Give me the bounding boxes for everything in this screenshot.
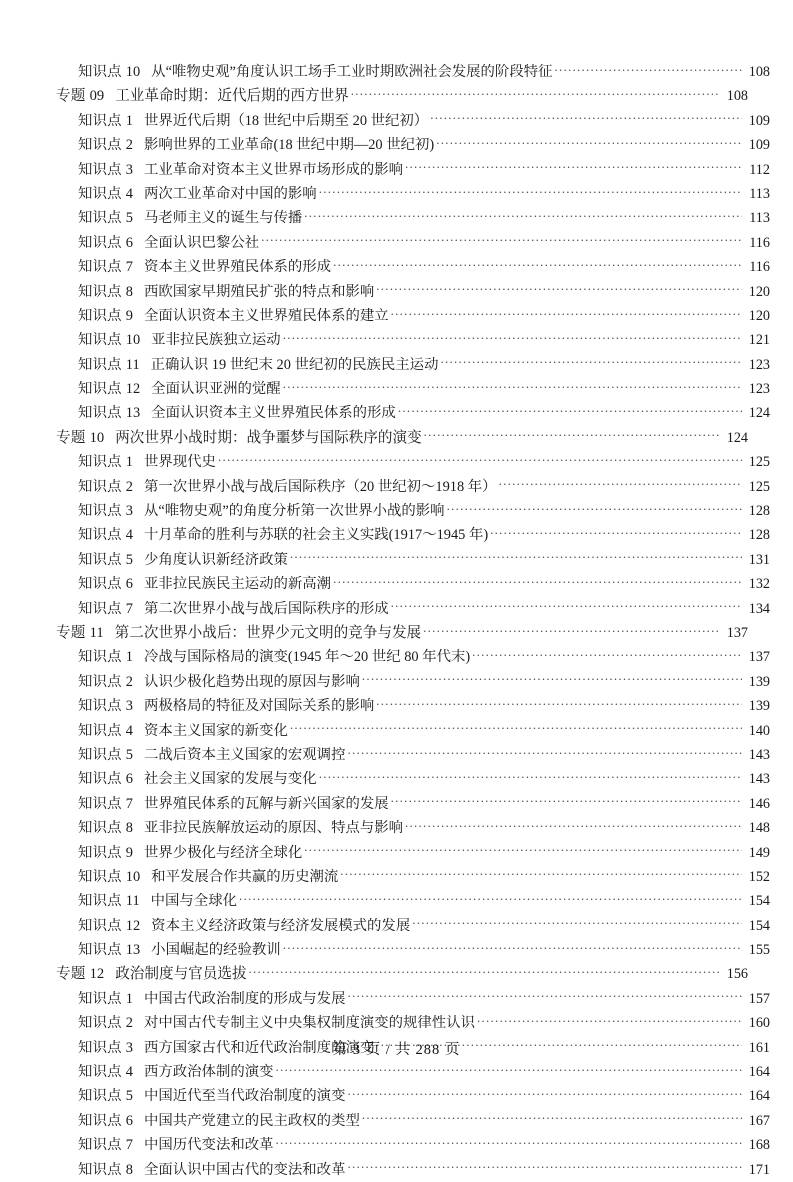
toc-entry-row[interactable] [52, 767, 770, 791]
toc-entry-page-number: 164 [748, 1088, 770, 1105]
page-footer [0, 1038, 793, 1059]
dot-leader [347, 989, 742, 1003]
toc-entry-number: 9 [125, 307, 133, 324]
toc-entry-row[interactable] [52, 499, 770, 523]
toc-topic-row[interactable] [52, 962, 748, 986]
toc-entry-row[interactable] [52, 914, 770, 938]
toc-entry-page-number: 113 [749, 210, 770, 227]
toc-entry-title: 正确认识 19 世纪末 20 世纪初的民族民主运动 [150, 356, 439, 373]
toc-entry-number: 1 [125, 990, 133, 1007]
dot-leader [351, 86, 720, 100]
toc-entry-row[interactable] [52, 1158, 770, 1182]
dot-leader [376, 696, 742, 710]
toc-entry-number: 8 [125, 1161, 133, 1178]
toc-entry-page-number: 128 [748, 527, 770, 544]
toc-entry-page-number: 168 [748, 1137, 770, 1154]
toc-entry-page-number: 164 [748, 1064, 770, 1081]
toc-entry-number: 13 [125, 942, 141, 959]
toc-entry-title: 全面认识亚洲的觉醒 [151, 381, 281, 398]
toc-entry-label: 知识点 [78, 649, 122, 666]
toc-entry-row[interactable] [52, 572, 770, 596]
toc-entry-label: 知识点 [78, 283, 122, 300]
dot-leader [333, 257, 742, 271]
toc-entry-label: 知识点 [78, 185, 122, 202]
toc-entry-row[interactable] [52, 231, 770, 255]
toc-entry-title: 全面认识巴黎公社 [143, 234, 260, 251]
toc-entry-title: 政治制度与官员选拔 [115, 966, 247, 983]
toc-entry-number: 5 [125, 551, 133, 568]
toc-entry-label: 知识点 [78, 64, 122, 80]
toc-entry-number: 1 [125, 649, 133, 666]
toc-entry-label: 知识点 [78, 600, 122, 617]
dot-leader [376, 282, 742, 296]
toc-entry-page-number: 131 [748, 551, 770, 568]
toc-entry-number: 2 [125, 1015, 133, 1032]
toc-entry-title: 从“唯物史观”角度认识工场手工业时期欧洲社会发展的阶段特征 [151, 64, 553, 80]
toc-entry-number: 7 [125, 259, 133, 276]
toc-entry-number: 11 [89, 624, 104, 641]
toc-entry-row[interactable] [52, 401, 770, 425]
toc-entry-number: 7 [125, 1137, 133, 1154]
toc-entry-page-number: 108 [726, 88, 748, 105]
toc-entry-title: 少角度认识新经济政策 [143, 551, 288, 568]
dot-leader [436, 135, 742, 149]
toc-entry-number: 4 [125, 527, 133, 544]
dot-leader [362, 672, 742, 686]
toc-entry-number: 8 [125, 820, 133, 837]
toc-entry-label: 知识点 [78, 1161, 122, 1178]
toc-entry-page-number: 125 [748, 454, 770, 471]
toc-entry-title: 中国历代变法和改革 [143, 1137, 274, 1154]
toc-entry-title: 工业革命时期：近代后期的西方世界 [115, 88, 349, 105]
toc-entry-page-number: 121 [748, 332, 770, 349]
toc-entry-page-number: 161 [748, 1039, 770, 1056]
toc-entry-label: 知识点 [78, 868, 122, 885]
toc-entry-page-number: 134 [748, 600, 770, 617]
toc-entry-number: 12 [89, 966, 105, 983]
dot-leader [283, 330, 742, 344]
dot-leader [218, 452, 742, 466]
toc-entry-title: 亚非拉民族解放运动的原因、特点与影响 [143, 820, 404, 837]
dot-leader [319, 769, 742, 783]
dot-leader [239, 891, 742, 905]
toc-entry-row[interactable] [52, 889, 770, 913]
toc-entry-number: 1 [125, 454, 133, 471]
toc-entry-row[interactable] [52, 792, 770, 816]
dot-leader [261, 233, 742, 247]
toc-entry-title: 全面认识资本主义世界殖民体系的形成 [151, 405, 396, 422]
toc-entry-label: 知识点 [78, 722, 122, 739]
toc-entry-title: 全面认识资本主义世界殖民体系的建立 [143, 307, 389, 324]
toc-entry-number: 5 [125, 210, 133, 227]
toc-entry-number: 12 [125, 381, 141, 398]
toc-entry-label: 知识点 [78, 356, 122, 373]
toc-entry-label: 专题 [56, 88, 86, 105]
toc-entry-title: 二战后资本主义国家的宏观调控 [143, 746, 346, 763]
toc-entry-page-number: 139 [748, 673, 770, 690]
toc-entry-number: 2 [125, 137, 133, 154]
dot-leader [249, 964, 720, 978]
dot-leader [412, 916, 742, 930]
toc-entry-row[interactable] [52, 548, 770, 572]
dot-leader [319, 184, 742, 198]
toc-entry-page-number: 140 [748, 722, 770, 739]
toc-entry-page-number: 137 [726, 624, 748, 641]
toc-entry-number: 3 [125, 161, 133, 178]
toc-entry-title: 西方国家古代和近代政治制度的演变 [143, 1039, 375, 1056]
dot-leader [423, 623, 720, 637]
toc-entry-row[interactable] [52, 523, 770, 547]
toc-entry-row[interactable] [52, 865, 770, 889]
toc-entry-label: 知识点 [78, 454, 122, 471]
toc-entry-label: 知识点 [78, 698, 122, 715]
toc-entry-page-number: 132 [748, 576, 770, 593]
toc-entry-number: 10 [125, 332, 141, 349]
toc-entry-label: 知识点 [78, 990, 122, 1007]
toc-entry-label: 知识点 [78, 1088, 122, 1105]
toc-entry-label: 知识点 [78, 1137, 122, 1154]
toc-entry-page-number: 148 [748, 820, 770, 837]
toc-entry-label: 知识点 [78, 1112, 122, 1129]
toc-entry-page-number: 146 [748, 795, 770, 812]
dot-leader [304, 843, 742, 857]
toc-entry-row[interactable] [52, 328, 770, 352]
toc-entry-row[interactable] [52, 1011, 770, 1035]
toc-entry-number: 5 [125, 1088, 133, 1105]
toc-entry-title: 中国古代政治制度的形成与发展 [143, 990, 346, 1007]
toc-entry-title: 十月革命的胜利与苏联的社会主义实践(1917～1945 年) [143, 527, 489, 544]
dot-leader [362, 1111, 742, 1125]
toc-entry-page-number: 139 [748, 698, 770, 715]
toc-entry-title: 世界殖民体系的瓦解与新兴国家的发展 [143, 795, 389, 812]
toc-entry-label: 知识点 [78, 478, 122, 495]
toc-entry-label: 知识点 [78, 503, 122, 520]
toc-entry-row[interactable] [52, 645, 770, 669]
dot-leader [440, 355, 742, 369]
toc-entry-number: 11 [125, 893, 140, 910]
toc-entry-row[interactable] [52, 938, 770, 962]
toc-entry-row[interactable] [52, 816, 770, 840]
toc-entry-row[interactable] [52, 694, 770, 718]
toc-entry-label: 知识点 [78, 527, 122, 544]
toc-entry-number: 2 [125, 673, 133, 690]
dot-leader [477, 1013, 742, 1027]
toc-entry-row[interactable] [52, 304, 770, 328]
dot-leader [398, 403, 742, 417]
toc-entry-number: 6 [125, 771, 133, 788]
toc-entry-label: 知识点 [78, 673, 122, 690]
dot-leader [405, 818, 742, 832]
toc-entry-page-number: 109 [748, 112, 770, 129]
toc-entry-title: 全面认识中国古代的变法和改革 [143, 1161, 346, 1178]
toc-entry-title: 资本主义世界殖民体系的形成 [143, 259, 332, 276]
toc-entry-row[interactable] [52, 158, 770, 182]
toc-entry-label: 知识点 [78, 210, 122, 227]
toc-entry-page-number: 152 [748, 868, 770, 885]
dot-leader [391, 306, 742, 320]
toc-entry-row[interactable] [52, 450, 770, 474]
toc-entry-row[interactable] [52, 133, 770, 157]
toc-entry-title: 工业革命对资本主义世界市场形成的影响 [143, 161, 404, 178]
dot-leader [347, 1086, 742, 1100]
toc-entry-row[interactable] [52, 109, 770, 133]
toc-entry-label: 知识点 [78, 332, 122, 349]
toc-entry-number: 8 [125, 283, 133, 300]
toc-entry-title: 第一次世界小战与战后国际秩序（20 世纪初～1918 年） [143, 478, 497, 495]
toc-entry-page-number: 128 [748, 503, 770, 520]
toc-entry-number: 09 [89, 88, 105, 105]
toc-entry-title: 认识少极化趋势出现的原因与影响 [143, 673, 360, 690]
toc-entry-label: 知识点 [78, 942, 122, 959]
toc-entry-title: 第二次世界小战与战后国际秩序的形成 [143, 600, 389, 617]
toc-entry-page-number: 171 [748, 1161, 770, 1178]
toc-entry-page-number: 149 [748, 844, 770, 861]
toc-entry-page-number: 109 [748, 137, 770, 154]
toc-entry-label: 专题 [56, 624, 86, 641]
toc-entry-label: 专题 [56, 429, 86, 446]
toc-entry-page-number: 116 [749, 259, 770, 276]
toc-entry-title: 资本主义国家的新变化 [143, 722, 288, 739]
toc-entry-row[interactable] [52, 353, 770, 377]
toc-entry-label: 知识点 [78, 1064, 122, 1081]
toc-entry-title: 小国崛起的经验教训 [151, 942, 281, 959]
toc-topic-row[interactable] [52, 621, 748, 645]
toc-entry-page-number: 154 [748, 893, 770, 910]
toc-entry-title: 资本主义经济政策与经济发展模式的发展 [151, 917, 411, 934]
dot-leader [490, 525, 742, 539]
toc-entry-label: 知识点 [78, 259, 122, 276]
toc-entry-label: 知识点 [78, 1015, 122, 1032]
toc-entry-number: 7 [125, 600, 133, 617]
toc-entry-number: 10 [125, 868, 141, 885]
toc-entry-number: 7 [125, 795, 133, 812]
toc-entry-row[interactable] [52, 280, 770, 304]
toc-entry-label: 知识点 [78, 234, 122, 251]
dot-leader [304, 208, 742, 222]
dot-leader [276, 1062, 742, 1076]
toc-entry-page-number: 123 [748, 356, 770, 373]
dot-leader [430, 111, 742, 125]
toc-entry-page-number: 120 [748, 307, 770, 324]
toc-entry-title: 西欧国家早期殖民扩张的特点和影响 [143, 283, 375, 300]
toc-entry-page-number: 116 [749, 234, 770, 251]
toc-entry-row[interactable] [52, 182, 770, 206]
toc-entry-row[interactable] [52, 1109, 770, 1133]
toc-entry-title: 中国与全球化 [150, 893, 237, 910]
toc-entry-title: 马老师主义的诞生与传播 [143, 210, 303, 227]
toc-entry-number: 12 [125, 917, 141, 934]
toc-entry-label: 知识点 [78, 844, 122, 861]
toc-entry-row[interactable] [52, 60, 770, 84]
footer-text: 第 3 页 / 共 288 页 [332, 1042, 461, 1058]
dot-leader [283, 940, 742, 954]
toc-entry-row[interactable] [52, 1133, 770, 1157]
toc-entry-label: 知识点 [78, 893, 122, 910]
dot-leader [472, 647, 742, 661]
toc-entry-row[interactable] [52, 206, 770, 230]
toc-entry-title: 两次工业革命对中国的影响 [143, 185, 317, 202]
dot-leader [290, 550, 742, 564]
toc-topic-row[interactable] [52, 426, 748, 450]
toc-topic-row[interactable] [52, 84, 748, 108]
toc-entry-label: 知识点 [78, 307, 122, 324]
dot-leader [347, 1160, 742, 1174]
toc-entry-page-number: 167 [748, 1112, 770, 1129]
toc-entry-label: 知识点 [78, 917, 122, 934]
toc-entry-page-number: 113 [749, 185, 770, 202]
dot-leader [340, 867, 742, 881]
toc-entry-title: 中国共产党建立的民主政权的类型 [143, 1112, 360, 1129]
dot-leader [499, 477, 742, 491]
toc-entry-label: 知识点 [78, 820, 122, 837]
toc-entry-number: 3 [125, 1039, 133, 1056]
dot-leader [283, 379, 742, 393]
toc-entry-row[interactable] [52, 255, 770, 279]
toc-entry-label: 知识点 [78, 405, 122, 422]
toc-entry-page-number: 108 [748, 64, 770, 80]
toc-entry-page-number: 154 [748, 917, 770, 934]
dot-leader [276, 1135, 742, 1149]
toc-entry-title: 影响世界的工业革命(18 世纪中期—20 世纪初) [143, 137, 435, 154]
toc-entry-number: 11 [125, 356, 140, 373]
toc-entry-number: 4 [125, 1064, 133, 1081]
toc-entry-page-number: 143 [748, 746, 770, 763]
toc-entry-title: 冷战与国际格局的演变(1945 年～20 世纪 80 年代末) [143, 649, 471, 666]
toc-entry-title: 亚非拉民族独立运动 [151, 332, 281, 349]
toc-entry-title: 第二次世界小战后：世界少元文明的竞争与发展 [114, 624, 422, 641]
toc-entry-row[interactable] [52, 475, 770, 499]
toc-entry-title: 社会主义国家的发展与变化 [143, 771, 317, 788]
toc-entry-row[interactable] [52, 841, 770, 865]
toc-entry-row[interactable] [52, 719, 770, 743]
dot-leader [347, 745, 742, 759]
toc-entry-title: 两极格局的特征及对国际关系的影响 [143, 698, 375, 715]
toc-entry-number: 6 [125, 1112, 133, 1129]
toc-entry-row[interactable] [52, 743, 770, 767]
toc-entry-label: 专题 [56, 966, 86, 983]
toc-entry-title: 世界少极化与经济全球化 [143, 844, 303, 861]
dot-leader [391, 599, 742, 613]
toc-entry-row[interactable] [52, 1084, 770, 1108]
toc-entry-number: 3 [125, 503, 133, 520]
dot-leader [555, 62, 743, 76]
toc-entry-title: 世界现代史 [143, 454, 216, 471]
toc-entry-row[interactable] [52, 987, 770, 1011]
toc-entry-label: 知识点 [78, 551, 122, 568]
toc-entry-label: 知识点 [78, 576, 122, 593]
toc-entry-row[interactable] [52, 1060, 770, 1084]
toc-entry-number: 13 [125, 405, 141, 422]
toc-entry-number: 6 [125, 576, 133, 593]
toc-entry-title: 亚非拉民族民主运动的新高潮 [143, 576, 332, 593]
toc-entry-number: 5 [125, 746, 133, 763]
dot-leader [447, 501, 742, 515]
toc-entry-page-number: 124 [748, 405, 770, 422]
toc-entry-label: 知识点 [78, 381, 122, 398]
toc-entry-page-number: 155 [748, 942, 770, 959]
toc-entry-number: 10 [125, 64, 141, 80]
toc-entry-label: 知识点 [78, 112, 122, 129]
dot-leader [391, 794, 742, 808]
toc-entry-number: 1 [125, 112, 133, 129]
toc-entry-page-number: 125 [748, 478, 770, 495]
toc-entry-number: 2 [125, 478, 133, 495]
toc-entry-number: 3 [125, 698, 133, 715]
toc-entry-title: 和平发展合作共赢的历史潮流 [151, 868, 339, 885]
toc-entry-label: 知识点 [78, 795, 122, 812]
toc-entry-title: 两次世界小战时期：战争噩梦与国际秩序的演变 [115, 429, 422, 446]
toc-entry-title: 世界近代后期（18 世纪中后期至 20 世纪初） [143, 112, 429, 129]
toc-entry-page-number: 160 [748, 1015, 770, 1032]
dot-leader [290, 721, 742, 735]
toc-entry-page-number: 124 [726, 429, 748, 446]
toc-entry-title: 从“唯物史观”的角度分析第一次世界小战的影响 [143, 503, 445, 520]
dot-leader [333, 574, 742, 588]
toc-entry-number: 4 [125, 722, 133, 739]
dot-leader [405, 160, 742, 174]
toc-entry-row[interactable] [52, 670, 770, 694]
toc-entry-page-number: 120 [748, 283, 770, 300]
toc-entry-page-number: 156 [726, 966, 748, 983]
toc-entry-row[interactable] [52, 597, 770, 621]
toc-entry-page-number: 123 [748, 381, 770, 398]
toc-entry-page-number: 143 [748, 771, 770, 788]
toc-entry-number: 4 [125, 185, 133, 202]
toc-entry-label: 知识点 [78, 746, 122, 763]
toc-entry-label: 知识点 [78, 771, 122, 788]
toc-entry-title: 对中国古代专制主义中央集权制度演变的规律性认识 [143, 1015, 475, 1032]
toc-entry-row[interactable] [52, 377, 770, 401]
toc-entry-title: 西方政治体制的演变 [143, 1064, 274, 1081]
toc-entry-label: 知识点 [78, 137, 122, 154]
toc-entry-number: 6 [125, 234, 133, 251]
toc-entry-page-number: 137 [748, 649, 770, 666]
toc-entry-title: 中国近代至当代政治制度的演变 [143, 1088, 346, 1105]
toc-entry-label: 知识点 [78, 161, 122, 178]
table-of-contents-list [52, 60, 770, 1182]
dot-leader [424, 428, 720, 442]
toc-entry-number: 9 [125, 844, 133, 861]
toc-entry-label: 知识点 [78, 1039, 122, 1056]
toc-entry-page-number: 112 [749, 161, 770, 178]
toc-entry-page-number: 157 [748, 990, 770, 1007]
toc-entry-number: 10 [89, 429, 105, 446]
